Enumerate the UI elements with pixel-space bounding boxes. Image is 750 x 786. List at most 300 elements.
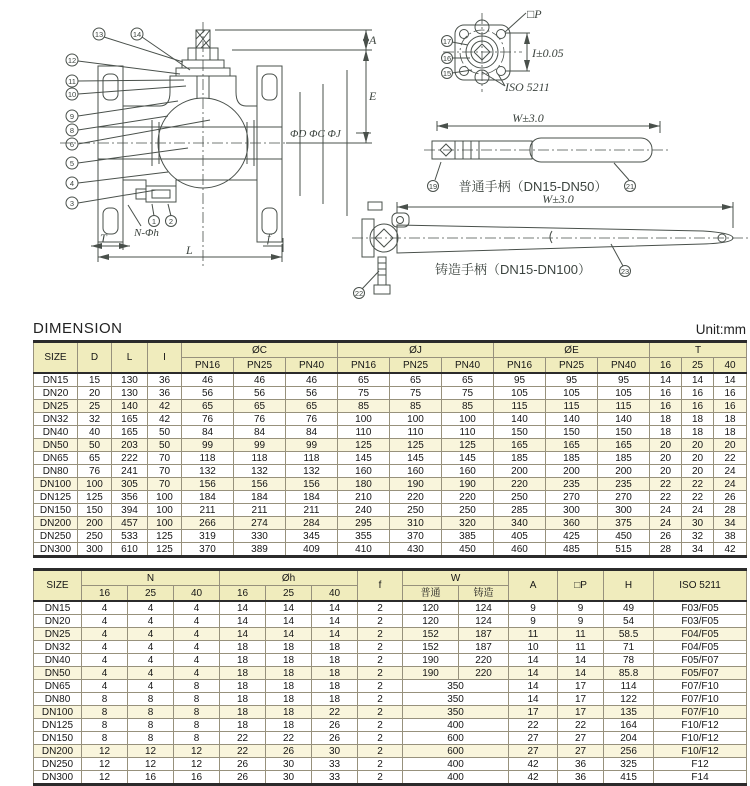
- table-cell: 18: [220, 719, 266, 732]
- table-row: [34, 465, 747, 478]
- table-cell: 18: [714, 413, 747, 426]
- table-cell: 15: [78, 373, 112, 387]
- table-cell: DN100: [34, 706, 82, 719]
- table-cell: 165: [494, 439, 546, 452]
- table-cell: 18: [682, 413, 714, 426]
- table-cell: 17: [509, 706, 558, 719]
- table-cell: 24: [714, 465, 747, 478]
- svg-text:21: 21: [625, 182, 635, 191]
- table-cell: 22: [220, 745, 266, 758]
- table-cell: 85.8: [604, 667, 654, 680]
- table-cell: DN300: [34, 771, 82, 785]
- column-header: SIZE: [34, 570, 82, 602]
- table-cell: 457: [112, 517, 148, 530]
- table-cell: 320: [442, 517, 494, 530]
- table-cell: 42: [148, 413, 182, 426]
- table-cell: 122: [604, 693, 654, 706]
- table-cell: DN80: [34, 693, 82, 706]
- table-cell: 100: [338, 413, 390, 426]
- svg-text:22: 22: [354, 289, 364, 298]
- callout-21: [614, 163, 636, 192]
- table-cell: 22: [650, 491, 682, 504]
- table-cell: 184: [286, 491, 338, 504]
- table-cell: 14: [220, 601, 266, 615]
- table-cell: 360: [546, 517, 598, 530]
- table-cell: 110: [338, 426, 390, 439]
- table-cell: 140: [494, 413, 546, 426]
- table-cell: 130: [112, 387, 148, 400]
- table-cell: 370: [390, 530, 442, 543]
- table-cell: 187: [459, 628, 509, 641]
- table-cell: 132: [182, 465, 234, 478]
- table-cell: 11: [509, 628, 558, 641]
- table-cell: 250: [442, 504, 494, 517]
- column-header: 普通: [403, 586, 459, 602]
- column-header: f: [358, 570, 403, 602]
- svg-text:10: 10: [67, 90, 77, 99]
- table-cell: DN125: [34, 491, 78, 504]
- table-cell: 220: [459, 654, 509, 667]
- table-cell: 400: [403, 719, 509, 732]
- table-cell: 450: [442, 543, 494, 557]
- table-cell: 190: [442, 478, 494, 491]
- table-cell: DN20: [34, 387, 78, 400]
- table-cell: 30: [266, 771, 312, 785]
- table-cell: 118: [286, 452, 338, 465]
- table-row: [34, 719, 747, 732]
- column-header: T: [650, 342, 747, 358]
- table-cell: 16: [714, 400, 747, 413]
- table-row: [34, 706, 747, 719]
- table-cell: 330: [234, 530, 286, 543]
- table-cell: 65: [234, 400, 286, 413]
- table-cell: 26: [312, 732, 358, 745]
- table-cell: 14: [558, 667, 604, 680]
- table-cell: 125: [442, 439, 494, 452]
- table-cell: 4: [82, 641, 128, 654]
- table-cell: 71: [604, 641, 654, 654]
- table-cell: F07/F10: [654, 680, 747, 693]
- table-cell: F04/F05: [654, 641, 747, 654]
- table-cell: 220: [442, 491, 494, 504]
- table-cell: 12: [128, 745, 174, 758]
- table-cell: 204: [604, 732, 654, 745]
- table-cell: 12: [174, 745, 220, 758]
- table-cell: 125: [338, 439, 390, 452]
- column-header: PN16: [182, 358, 234, 374]
- table-cell: 256: [604, 745, 654, 758]
- table-cell: 18: [220, 693, 266, 706]
- table-cell: 187: [459, 641, 509, 654]
- table-cell: 100: [442, 413, 494, 426]
- handle-normal-dim: W±3.0: [512, 111, 544, 125]
- table-cell: 165: [598, 439, 650, 452]
- table-cell: 65: [442, 373, 494, 387]
- table-cell: 270: [598, 491, 650, 504]
- table-cell: 110: [442, 426, 494, 439]
- table-cell: 16: [682, 400, 714, 413]
- table-cell: 266: [182, 517, 234, 530]
- column-header: PN16: [494, 358, 546, 374]
- table-cell: 2: [358, 654, 403, 667]
- table-row: [34, 615, 747, 628]
- table-cell: 125: [148, 543, 182, 557]
- table-cell: 284: [286, 517, 338, 530]
- callout-14: [131, 28, 190, 70]
- table-cell: 125: [390, 439, 442, 452]
- svg-text:15: 15: [442, 69, 452, 78]
- table-cell: 20: [650, 452, 682, 465]
- table-cell: 70: [148, 452, 182, 465]
- table-cell: 8: [128, 706, 174, 719]
- table-cell: 22: [650, 478, 682, 491]
- table-cell: 14: [220, 615, 266, 628]
- column-header: 16: [82, 586, 128, 602]
- table-cell: 211: [286, 504, 338, 517]
- table-cell: 20: [682, 439, 714, 452]
- table-cell: 18: [220, 654, 266, 667]
- table-cell: 18: [682, 426, 714, 439]
- technical-drawing: [0, 0, 750, 318]
- table-cell: 20: [682, 452, 714, 465]
- table-cell: 26: [650, 530, 682, 543]
- table-cell: 56: [182, 387, 234, 400]
- table-cell: 394: [112, 504, 148, 517]
- table-cell: 65: [338, 373, 390, 387]
- table-cell: 30: [682, 517, 714, 530]
- table-cell: 28: [650, 543, 682, 557]
- table-cell: 2: [358, 680, 403, 693]
- table-cell: 124: [459, 601, 509, 615]
- column-header: 25: [128, 586, 174, 602]
- table-cell: 4: [174, 641, 220, 654]
- table-cell: 200: [494, 465, 546, 478]
- table-row: [34, 745, 747, 758]
- table-cell: 50: [148, 439, 182, 452]
- column-header: 25: [682, 358, 714, 374]
- callout-6: [66, 120, 210, 150]
- table-row: [34, 504, 747, 517]
- table-cell: 14: [558, 654, 604, 667]
- table-cell: 185: [494, 452, 546, 465]
- svg-text:11: 11: [68, 77, 76, 86]
- table-cell: 16: [650, 387, 682, 400]
- table-cell: 18: [312, 680, 358, 693]
- table-cell: 16: [650, 400, 682, 413]
- table-cell: 400: [403, 771, 509, 785]
- table-cell: 140: [112, 400, 148, 413]
- table-cell: 20: [650, 465, 682, 478]
- column-header: SIZE: [34, 342, 78, 374]
- normal-handle-view: [424, 111, 668, 194]
- svg-text:8: 8: [69, 126, 75, 135]
- table-cell: 27: [509, 732, 558, 745]
- callout-23: [611, 244, 631, 277]
- column-header: ISO 5211: [654, 570, 747, 602]
- table-cell: F07/F10: [654, 706, 747, 719]
- dim-label-f: f: [267, 231, 271, 245]
- table-row: [34, 693, 747, 706]
- svg-text:5: 5: [69, 159, 75, 168]
- dim-label-phis: ΦD ΦC ΦJ: [290, 128, 341, 140]
- dimension-table-mounting: [33, 568, 747, 786]
- table-cell: DN80: [34, 465, 78, 478]
- table-cell: 22: [312, 706, 358, 719]
- table-cell: 200: [546, 465, 598, 478]
- table-cell: 2: [358, 667, 403, 680]
- callout-19: [428, 162, 442, 192]
- table-cell: 36: [558, 771, 604, 785]
- table-cell: 75: [442, 387, 494, 400]
- table-cell: 319: [182, 530, 234, 543]
- table-cell: DN50: [34, 439, 78, 452]
- table-cell: 2: [358, 719, 403, 732]
- column-header: 16: [220, 586, 266, 602]
- table-cell: 165: [112, 413, 148, 426]
- table-cell: 46: [234, 373, 286, 387]
- svg-text:16: 16: [442, 54, 452, 63]
- table-cell: 65: [390, 373, 442, 387]
- table-cell: 32: [78, 413, 112, 426]
- table-cell: 160: [390, 465, 442, 478]
- table-cell: 250: [78, 530, 112, 543]
- table-cell: 4: [82, 628, 128, 641]
- table-cell: DN300: [34, 543, 78, 557]
- table-row: [34, 426, 747, 439]
- table-cell: 610: [112, 543, 148, 557]
- table-cell: 152: [403, 641, 459, 654]
- table-cell: 355: [338, 530, 390, 543]
- table-cell: DN32: [34, 413, 78, 426]
- table-cell: 42: [148, 400, 182, 413]
- table-cell: 24: [650, 504, 682, 517]
- table-cell: F07/F10: [654, 693, 747, 706]
- table-cell: 8: [174, 719, 220, 732]
- table-cell: 18: [266, 641, 312, 654]
- table-cell: 4: [128, 667, 174, 680]
- table-cell: 70: [148, 465, 182, 478]
- table-cell: 350: [403, 693, 509, 706]
- table-cell: 305: [112, 478, 148, 491]
- table-cell: 24: [650, 517, 682, 530]
- table-cell: 325: [604, 758, 654, 771]
- table-cell: 20: [682, 465, 714, 478]
- table-cell: 2: [358, 706, 403, 719]
- column-header: A: [509, 570, 558, 602]
- table-cell: 8: [82, 732, 128, 745]
- table-cell: 350: [403, 680, 509, 693]
- table-cell: 50: [78, 439, 112, 452]
- table-cell: DN250: [34, 758, 82, 771]
- table-cell: 105: [494, 387, 546, 400]
- column-header: W: [403, 570, 509, 586]
- table-cell: DN25: [34, 628, 82, 641]
- unit-label: Unit:mm: [695, 322, 746, 337]
- table-cell: DN50: [34, 667, 82, 680]
- table-cell: 184: [182, 491, 234, 504]
- column-header: I: [148, 342, 182, 374]
- table-cell: 99: [286, 439, 338, 452]
- table-cell: 14: [682, 373, 714, 387]
- table-cell: 17: [558, 706, 604, 719]
- table-row: [34, 491, 747, 504]
- svg-text:3: 3: [69, 199, 75, 208]
- table-row: [34, 413, 747, 426]
- column-header: PN25: [546, 358, 598, 374]
- table-cell: DN200: [34, 517, 78, 530]
- table-cell: 26: [220, 771, 266, 785]
- table-cell: 18: [266, 680, 312, 693]
- table-cell: 515: [598, 543, 650, 557]
- table-cell: DN150: [34, 732, 82, 745]
- table-cell: 415: [604, 771, 654, 785]
- table-cell: 8: [174, 693, 220, 706]
- table-cell: 18: [266, 667, 312, 680]
- table-cell: 300: [78, 543, 112, 557]
- table-cell: 100: [148, 517, 182, 530]
- table-cell: 220: [390, 491, 442, 504]
- table-cell: 115: [546, 400, 598, 413]
- table-cell: 84: [234, 426, 286, 439]
- svg-text:17: 17: [442, 37, 452, 46]
- table-cell: 95: [494, 373, 546, 387]
- table-cell: 105: [546, 387, 598, 400]
- table-cell: 22: [266, 732, 312, 745]
- dim-label-P: □P: [527, 7, 542, 21]
- dim-label-n-phi-h: N-Φh: [134, 227, 159, 239]
- svg-text:4: 4: [69, 179, 75, 188]
- table-cell: 4: [128, 628, 174, 641]
- table-cell: 11: [558, 641, 604, 654]
- table-cell: 270: [546, 491, 598, 504]
- table-cell: 400: [403, 758, 509, 771]
- table-cell: 18: [650, 426, 682, 439]
- table-cell: 18: [266, 693, 312, 706]
- dim-label-A: A: [369, 33, 377, 47]
- table-cell: 95: [598, 373, 650, 387]
- table-cell: DN200: [34, 745, 82, 758]
- table-cell: 4: [128, 680, 174, 693]
- table-cell: 100: [148, 491, 182, 504]
- table-cell: 12: [128, 758, 174, 771]
- table-cell: 18: [312, 654, 358, 667]
- table-cell: 4: [174, 601, 220, 615]
- table-cell: 8: [128, 732, 174, 745]
- table-cell: 84: [182, 426, 234, 439]
- table-cell: 150: [546, 426, 598, 439]
- table-cell: 4: [174, 654, 220, 667]
- table-cell: 125: [148, 530, 182, 543]
- table-cell: 4: [128, 601, 174, 615]
- table-cell: 285: [494, 504, 546, 517]
- table-cell: 99: [234, 439, 286, 452]
- table-cell: 110: [390, 426, 442, 439]
- table-cell: 14: [509, 680, 558, 693]
- table-cell: F14: [654, 771, 747, 785]
- table-cell: 16: [174, 771, 220, 785]
- table-cell: 100: [78, 478, 112, 491]
- table-cell: 240: [338, 504, 390, 517]
- table-cell: 84: [286, 426, 338, 439]
- table-cell: DN25: [34, 400, 78, 413]
- table-cell: 164: [604, 719, 654, 732]
- table-row: [34, 452, 747, 465]
- column-header: PN40: [442, 358, 494, 374]
- table-cell: 26: [714, 491, 747, 504]
- callout-2: [166, 204, 177, 227]
- table-cell: 165: [112, 426, 148, 439]
- table-cell: 14: [266, 615, 312, 628]
- table-cell: 184: [234, 491, 286, 504]
- table-cell: 8: [174, 680, 220, 693]
- table-cell: 600: [403, 732, 509, 745]
- table-cell: 210: [338, 491, 390, 504]
- table-cell: 4: [82, 680, 128, 693]
- table-cell: 20: [650, 439, 682, 452]
- column-header: 40: [174, 586, 220, 602]
- table-cell: 8: [82, 706, 128, 719]
- table-cell: F05/F07: [654, 667, 747, 680]
- column-header: PN40: [598, 358, 650, 374]
- table-cell: 14: [266, 601, 312, 615]
- dim-label-E: E: [369, 89, 377, 103]
- table-cell: 310: [390, 517, 442, 530]
- table-cell: 2: [358, 601, 403, 615]
- table-cell: 30: [266, 758, 312, 771]
- table-cell: 340: [494, 517, 546, 530]
- table-cell: 65: [78, 452, 112, 465]
- table-cell: 190: [403, 654, 459, 667]
- table-cell: 118: [234, 452, 286, 465]
- table-cell: 165: [546, 439, 598, 452]
- svg-text:6: 6: [69, 140, 75, 149]
- table-cell: 17: [558, 693, 604, 706]
- table-cell: DN150: [34, 504, 78, 517]
- table-cell: 2: [358, 758, 403, 771]
- svg-text:9: 9: [69, 112, 75, 121]
- table-cell: 12: [82, 758, 128, 771]
- table-cell: 14: [509, 667, 558, 680]
- table-cell: 10: [509, 641, 558, 654]
- table-cell: 100: [390, 413, 442, 426]
- table-cell: 14: [509, 693, 558, 706]
- table-cell: 32: [682, 530, 714, 543]
- handle-cast-label: 铸造手柄（DN15-DN100）: [434, 262, 592, 277]
- table-cell: 75: [338, 387, 390, 400]
- table-cell: F03/F05: [654, 615, 747, 628]
- table-cell: 54: [604, 615, 654, 628]
- table-cell: 389: [234, 543, 286, 557]
- table-cell: 211: [234, 504, 286, 517]
- table-cell: 375: [598, 517, 650, 530]
- table-cell: 2: [358, 693, 403, 706]
- column-header: PN16: [338, 358, 390, 374]
- table-cell: 49: [604, 601, 654, 615]
- table-cell: 9: [558, 615, 604, 628]
- table-cell: 160: [338, 465, 390, 478]
- table-cell: 14: [312, 615, 358, 628]
- table-row: [34, 601, 747, 615]
- table-cell: DN250: [34, 530, 78, 543]
- table-cell: 150: [78, 504, 112, 517]
- table-cell: 42: [714, 543, 747, 557]
- table-cell: 180: [338, 478, 390, 491]
- table-cell: 25: [78, 400, 112, 413]
- table-cell: 14: [266, 628, 312, 641]
- table-cell: 114: [604, 680, 654, 693]
- table-cell: 145: [390, 452, 442, 465]
- table-cell: 18: [714, 426, 747, 439]
